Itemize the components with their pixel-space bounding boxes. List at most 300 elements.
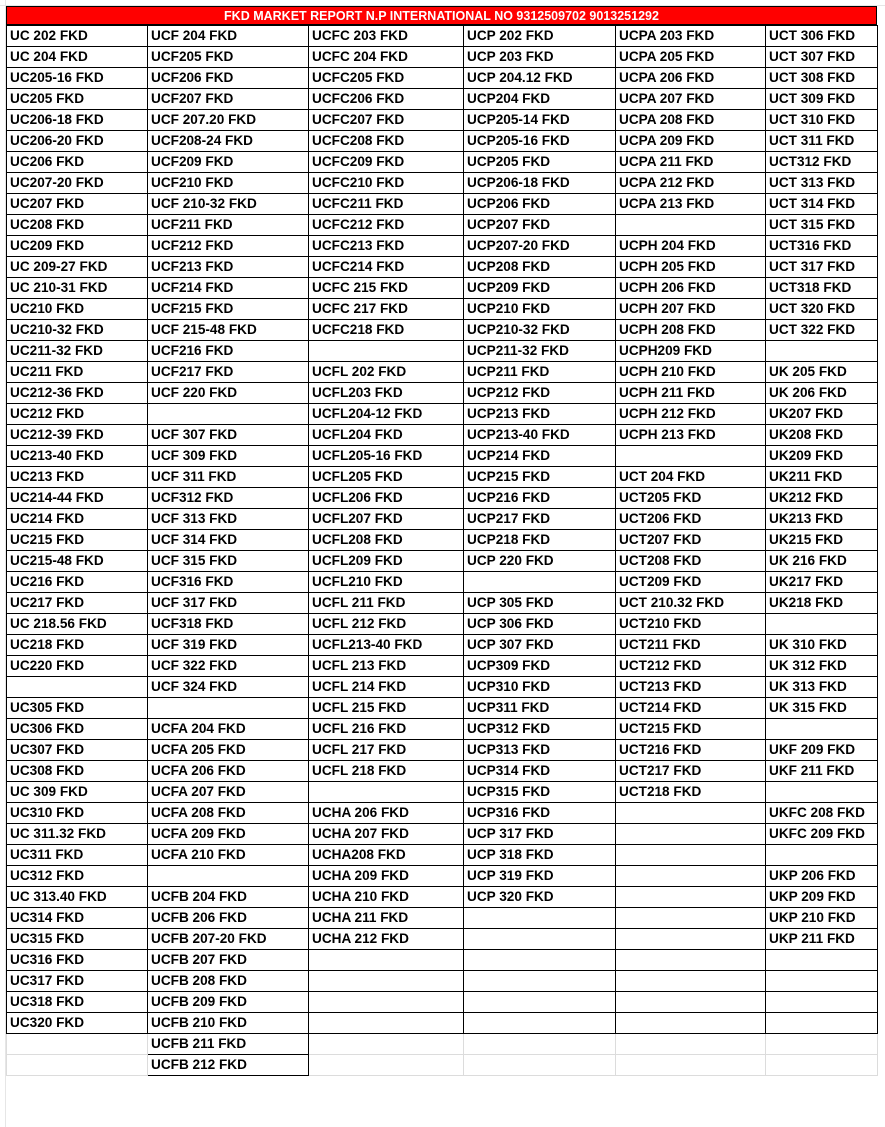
table-cell[interactable]: UCFA 207 FKD — [148, 782, 309, 803]
table-cell[interactable]: UK213 FKD — [766, 509, 878, 530]
table-cell[interactable]: UCFC 204 FKD — [309, 47, 464, 68]
table-cell[interactable]: UC212-36 FKD — [7, 383, 148, 404]
table-cell[interactable]: UCFL 216 FKD — [309, 719, 464, 740]
table-cell[interactable]: UCFL209 FKD — [309, 551, 464, 572]
table-cell[interactable]: UCP214 FKD — [464, 446, 616, 467]
table-cell[interactable] — [766, 992, 878, 1013]
table-cell[interactable]: UCP210-32 FKD — [464, 320, 616, 341]
table-cell[interactable]: UCPA 206 FKD — [616, 68, 766, 89]
table-cell[interactable]: UCP314 FKD — [464, 761, 616, 782]
table-cell[interactable]: UCPH 208 FKD — [616, 320, 766, 341]
table-cell[interactable]: UC317 FKD — [7, 971, 148, 992]
table-cell[interactable]: UCFL208 FKD — [309, 530, 464, 551]
table-cell[interactable]: UCP213-40 FKD — [464, 425, 616, 446]
table-cell[interactable]: UCF209 FKD — [148, 152, 309, 173]
table-cell[interactable]: UCF207 FKD — [148, 89, 309, 110]
table-cell[interactable]: UK 205 FKD — [766, 362, 878, 383]
table-cell[interactable] — [616, 950, 766, 971]
table-cell[interactable]: UCPH 212 FKD — [616, 404, 766, 425]
table-cell[interactable] — [309, 1055, 464, 1076]
table-cell[interactable]: UCP 204.12 FKD — [464, 68, 616, 89]
table-cell[interactable]: UCFC206 FKD — [309, 89, 464, 110]
table-cell[interactable]: UCF 204 FKD — [148, 26, 309, 47]
table-cell[interactable] — [616, 824, 766, 845]
table-cell[interactable]: UC215-48 FKD — [7, 551, 148, 572]
table-cell[interactable]: UK217 FKD — [766, 572, 878, 593]
table-cell[interactable]: UC320 FKD — [7, 1013, 148, 1034]
table-cell[interactable]: UCT211 FKD — [616, 635, 766, 656]
table-cell[interactable]: UCP205-14 FKD — [464, 110, 616, 131]
table-cell[interactable]: UCP208 FKD — [464, 257, 616, 278]
table-cell[interactable]: UCFA 205 FKD — [148, 740, 309, 761]
table-cell[interactable]: UK 313 FKD — [766, 677, 878, 698]
table-cell[interactable]: UCT 306 FKD — [766, 26, 878, 47]
table-cell[interactable]: UCFL 217 FKD — [309, 740, 464, 761]
table-cell[interactable]: UCFB 210 FKD — [148, 1013, 309, 1034]
table-cell[interactable]: UCFA 210 FKD — [148, 845, 309, 866]
table-cell[interactable]: UCT 309 FKD — [766, 89, 878, 110]
table-cell[interactable]: UCFB 206 FKD — [148, 908, 309, 929]
table-cell[interactable]: UKP 209 FKD — [766, 887, 878, 908]
table-cell[interactable]: UCP207 FKD — [464, 215, 616, 236]
table-cell[interactable]: UCP211-32 FKD — [464, 341, 616, 362]
table-cell[interactable]: UK211 FKD — [766, 467, 878, 488]
table-cell[interactable]: UCFB 204 FKD — [148, 887, 309, 908]
table-cell[interactable]: UCPH 211 FKD — [616, 383, 766, 404]
table-cell[interactable] — [616, 446, 766, 467]
table-cell[interactable] — [464, 1055, 616, 1076]
table-cell[interactable]: UCF 313 FKD — [148, 509, 309, 530]
table-cell[interactable]: UCP 320 FKD — [464, 887, 616, 908]
table-cell[interactable]: UCFL204 FKD — [309, 425, 464, 446]
table-cell[interactable]: UCT318 FKD — [766, 278, 878, 299]
table-cell[interactable] — [766, 1055, 878, 1076]
table-cell[interactable]: UCPA 208 FKD — [616, 110, 766, 131]
table-cell[interactable]: UCPA 203 FKD — [616, 26, 766, 47]
table-cell[interactable]: UCF 207.20 FKD — [148, 110, 309, 131]
table-cell[interactable]: UC220 FKD — [7, 656, 148, 677]
table-cell[interactable]: UCFL205 FKD — [309, 467, 464, 488]
table-cell[interactable]: UK 310 FKD — [766, 635, 878, 656]
table-cell[interactable]: UC314 FKD — [7, 908, 148, 929]
table-cell[interactable]: UCPH 213 FKD — [616, 425, 766, 446]
table-cell[interactable]: UCFC208 FKD — [309, 131, 464, 152]
table-cell[interactable]: UCT 210.32 FKD — [616, 593, 766, 614]
table-cell[interactable]: UCT 311 FKD — [766, 131, 878, 152]
table-cell[interactable]: UK215 FKD — [766, 530, 878, 551]
table-cell[interactable]: UC209 FKD — [7, 236, 148, 257]
table-cell[interactable]: UCF 215-48 FKD — [148, 320, 309, 341]
table-cell[interactable] — [616, 1034, 766, 1055]
table-cell[interactable]: UCF 322 FKD — [148, 656, 309, 677]
table-cell[interactable]: UCFC 203 FKD — [309, 26, 464, 47]
table-cell[interactable] — [766, 782, 878, 803]
table-cell[interactable]: UK 216 FKD — [766, 551, 878, 572]
table-cell[interactable]: UCHA 211 FKD — [309, 908, 464, 929]
table-cell[interactable]: UC 313.40 FKD — [7, 887, 148, 908]
table-cell[interactable]: UCP 307 FKD — [464, 635, 616, 656]
table-cell[interactable]: UCP309 FKD — [464, 656, 616, 677]
table-cell[interactable]: UCT 204 FKD — [616, 467, 766, 488]
table-cell[interactable]: UCFL 214 FKD — [309, 677, 464, 698]
table-cell[interactable]: UCT213 FKD — [616, 677, 766, 698]
table-cell[interactable]: UCT 314 FKD — [766, 194, 878, 215]
table-cell[interactable]: UKFC 209 FKD — [766, 824, 878, 845]
table-cell[interactable]: UCFA 208 FKD — [148, 803, 309, 824]
table-cell[interactable]: UCT214 FKD — [616, 698, 766, 719]
table-cell[interactable]: UCF211 FKD — [148, 215, 309, 236]
table-cell[interactable]: UCP205-16 FKD — [464, 131, 616, 152]
table-cell[interactable]: UCP 203 FKD — [464, 47, 616, 68]
table-cell[interactable]: UCP 318 FKD — [464, 845, 616, 866]
table-cell[interactable]: UCF 315 FKD — [148, 551, 309, 572]
table-cell[interactable]: UCF 317 FKD — [148, 593, 309, 614]
table-cell[interactable] — [309, 971, 464, 992]
table-cell[interactable]: UCP206-18 FKD — [464, 173, 616, 194]
table-cell[interactable]: UC312 FKD — [7, 866, 148, 887]
table-cell[interactable]: UCPH 204 FKD — [616, 236, 766, 257]
table-cell[interactable]: UCPH209 FKD — [616, 341, 766, 362]
table-cell[interactable]: UC308 FKD — [7, 761, 148, 782]
table-cell[interactable] — [616, 992, 766, 1013]
table-cell[interactable]: UC311 FKD — [7, 845, 148, 866]
table-cell[interactable]: UC306 FKD — [7, 719, 148, 740]
table-cell[interactable]: UCP207-20 FKD — [464, 236, 616, 257]
table-cell[interactable] — [766, 950, 878, 971]
table-cell[interactable]: UCPH 207 FKD — [616, 299, 766, 320]
table-cell[interactable]: UCF210 FKD — [148, 173, 309, 194]
table-cell[interactable]: UCF318 FKD — [148, 614, 309, 635]
table-cell[interactable]: UCFL206 FKD — [309, 488, 464, 509]
table-cell[interactable]: UCFL204-12 FKD — [309, 404, 464, 425]
table-cell[interactable] — [309, 950, 464, 971]
table-cell[interactable]: UC218 FKD — [7, 635, 148, 656]
table-cell[interactable]: UCT210 FKD — [616, 614, 766, 635]
table-cell[interactable]: UCT215 FKD — [616, 719, 766, 740]
table-cell[interactable]: UCPH 206 FKD — [616, 278, 766, 299]
table-cell[interactable] — [616, 215, 766, 236]
table-cell[interactable]: UCFB 212 FKD — [148, 1055, 309, 1076]
table-cell[interactable]: UC206-20 FKD — [7, 131, 148, 152]
table-cell[interactable]: UCPH 205 FKD — [616, 257, 766, 278]
table-cell[interactable]: UCP 220 FKD — [464, 551, 616, 572]
table-cell[interactable]: UCFA 206 FKD — [148, 761, 309, 782]
table-cell[interactable]: UCP316 FKD — [464, 803, 616, 824]
table-cell[interactable]: UCFC213 FKD — [309, 236, 464, 257]
table-cell[interactable]: UCP210 FKD — [464, 299, 616, 320]
table-cell[interactable]: UCFL 211 FKD — [309, 593, 464, 614]
table-cell[interactable]: UKF 211 FKD — [766, 761, 878, 782]
table-cell[interactable] — [766, 719, 878, 740]
table-cell[interactable]: UCP 202 FKD — [464, 26, 616, 47]
table-cell[interactable]: UC 309 FKD — [7, 782, 148, 803]
table-cell[interactable]: UCFC 217 FKD — [309, 299, 464, 320]
table-cell[interactable]: UCFC211 FKD — [309, 194, 464, 215]
table-cell[interactable]: UC212 FKD — [7, 404, 148, 425]
table-cell[interactable]: UCP 319 FKD — [464, 866, 616, 887]
table-cell[interactable]: UC307 FKD — [7, 740, 148, 761]
table-cell[interactable]: UC212-39 FKD — [7, 425, 148, 446]
table-cell[interactable]: UCP212 FKD — [464, 383, 616, 404]
table-cell[interactable] — [616, 887, 766, 908]
table-cell[interactable]: UCF206 FKD — [148, 68, 309, 89]
table-cell[interactable]: UCFC 215 FKD — [309, 278, 464, 299]
report-title-banner[interactable]: FKD MARKET REPORT N.P INTERNATIONAL NO 9312509702 9013251292 — [6, 6, 877, 25]
table-cell[interactable]: UC210 FKD — [7, 299, 148, 320]
table-cell[interactable]: UC207 FKD — [7, 194, 148, 215]
table-cell[interactable]: UCFL 212 FKD — [309, 614, 464, 635]
table-cell[interactable]: UC 210-31 FKD — [7, 278, 148, 299]
table-cell[interactable]: UCT316 FKD — [766, 236, 878, 257]
table-cell[interactable]: UCFC209 FKD — [309, 152, 464, 173]
table-cell[interactable] — [464, 1013, 616, 1034]
table-cell[interactable]: UCT 308 FKD — [766, 68, 878, 89]
table-cell[interactable]: UCFC212 FKD — [309, 215, 464, 236]
table-cell[interactable]: UCT218 FKD — [616, 782, 766, 803]
table-cell[interactable] — [616, 866, 766, 887]
table-cell[interactable]: UC305 FKD — [7, 698, 148, 719]
table-cell[interactable]: UC315 FKD — [7, 929, 148, 950]
table-cell[interactable]: UC 204 FKD — [7, 47, 148, 68]
table-cell[interactable]: UC217 FKD — [7, 593, 148, 614]
table-cell[interactable]: UC205-16 FKD — [7, 68, 148, 89]
table-cell[interactable]: UC214-44 FKD — [7, 488, 148, 509]
table-cell[interactable]: UCT208 FKD — [616, 551, 766, 572]
table-cell[interactable]: UCFC210 FKD — [309, 173, 464, 194]
table-cell[interactable] — [616, 1055, 766, 1076]
table-cell[interactable]: UCFB 209 FKD — [148, 992, 309, 1013]
table-cell[interactable]: UCPA 212 FKD — [616, 173, 766, 194]
table-cell[interactable]: UCP206 FKD — [464, 194, 616, 215]
table-cell[interactable]: UK 315 FKD — [766, 698, 878, 719]
table-cell[interactable] — [616, 929, 766, 950]
table-cell[interactable]: UCPA 209 FKD — [616, 131, 766, 152]
table-cell[interactable]: UCF312 FKD — [148, 488, 309, 509]
table-cell[interactable] — [148, 698, 309, 719]
table-cell[interactable] — [309, 992, 464, 1013]
table-cell[interactable]: UCF 220 FKD — [148, 383, 309, 404]
table-cell[interactable]: UCF205 FKD — [148, 47, 309, 68]
table-cell[interactable] — [7, 1034, 148, 1055]
table-cell[interactable]: UCF214 FKD — [148, 278, 309, 299]
table-cell[interactable]: UCP311 FKD — [464, 698, 616, 719]
table-cell[interactable]: UCP 317 FKD — [464, 824, 616, 845]
table-cell[interactable] — [464, 929, 616, 950]
table-cell[interactable]: UCF 210-32 FKD — [148, 194, 309, 215]
table-cell[interactable]: UCFL 218 FKD — [309, 761, 464, 782]
table-cell[interactable]: UCP315 FKD — [464, 782, 616, 803]
table-cell[interactable]: UCFB 207-20 FKD — [148, 929, 309, 950]
table-cell[interactable]: UCP 306 FKD — [464, 614, 616, 635]
table-cell[interactable] — [616, 803, 766, 824]
table-cell[interactable]: UC211-32 FKD — [7, 341, 148, 362]
table-cell[interactable]: UCHA 206 FKD — [309, 803, 464, 824]
table-cell[interactable]: UCFL 215 FKD — [309, 698, 464, 719]
table-cell[interactable]: UCP205 FKD — [464, 152, 616, 173]
table-cell[interactable] — [766, 341, 878, 362]
table-cell[interactable]: UCT205 FKD — [616, 488, 766, 509]
table-cell[interactable]: UCP217 FKD — [464, 509, 616, 530]
table-cell[interactable]: UC215 FKD — [7, 530, 148, 551]
table-cell[interactable]: UC316 FKD — [7, 950, 148, 971]
table-cell[interactable] — [766, 614, 878, 635]
table-cell[interactable]: UCP209 FKD — [464, 278, 616, 299]
table-cell[interactable]: UC206-18 FKD — [7, 110, 148, 131]
table-cell[interactable]: UCFB 208 FKD — [148, 971, 309, 992]
table-cell[interactable]: UCT216 FKD — [616, 740, 766, 761]
table-cell[interactable]: UK 312 FKD — [766, 656, 878, 677]
table-cell[interactable]: UCF 311 FKD — [148, 467, 309, 488]
table-cell[interactable] — [464, 572, 616, 593]
table-cell[interactable]: UC 311.32 FKD — [7, 824, 148, 845]
table-cell[interactable]: UKP 211 FKD — [766, 929, 878, 950]
table-cell[interactable]: UCFC207 FKD — [309, 110, 464, 131]
table-cell[interactable]: UCPA 207 FKD — [616, 89, 766, 110]
table-cell[interactable]: UK212 FKD — [766, 488, 878, 509]
table-cell[interactable]: UCT209 FKD — [616, 572, 766, 593]
table-cell[interactable]: UCFL 213 FKD — [309, 656, 464, 677]
table-cell[interactable]: UK207 FKD — [766, 404, 878, 425]
table-cell[interactable]: UCHA208 FKD — [309, 845, 464, 866]
table-cell[interactable]: UK 206 FKD — [766, 383, 878, 404]
table-cell[interactable]: UCP204 FKD — [464, 89, 616, 110]
table-cell[interactable]: UCF212 FKD — [148, 236, 309, 257]
table-cell[interactable]: UCT212 FKD — [616, 656, 766, 677]
table-cell[interactable]: UCP215 FKD — [464, 467, 616, 488]
table-cell[interactable] — [309, 341, 464, 362]
table-cell[interactable]: UCT 320 FKD — [766, 299, 878, 320]
table-cell[interactable]: UCPA 213 FKD — [616, 194, 766, 215]
table-cell[interactable]: UCP 305 FKD — [464, 593, 616, 614]
table-cell[interactable]: UCF 324 FKD — [148, 677, 309, 698]
table-cell[interactable]: UCF215 FKD — [148, 299, 309, 320]
table-cell[interactable]: UK208 FKD — [766, 425, 878, 446]
table-cell[interactable]: UCF 307 FKD — [148, 425, 309, 446]
table-cell[interactable]: UC213 FKD — [7, 467, 148, 488]
table-cell[interactable]: UCT 310 FKD — [766, 110, 878, 131]
table-cell[interactable]: UCP211 FKD — [464, 362, 616, 383]
table-cell[interactable]: UCHA 209 FKD — [309, 866, 464, 887]
table-cell[interactable]: UCF 309 FKD — [148, 446, 309, 467]
table-cell[interactable]: UKF 209 FKD — [766, 740, 878, 761]
table-cell[interactable]: UCFB 207 FKD — [148, 950, 309, 971]
table-cell[interactable] — [616, 971, 766, 992]
table-cell[interactable]: UCT 313 FKD — [766, 173, 878, 194]
table-cell[interactable]: UCF213 FKD — [148, 257, 309, 278]
table-cell[interactable]: UCFC214 FKD — [309, 257, 464, 278]
table-cell[interactable]: UCT312 FKD — [766, 152, 878, 173]
table-cell[interactable] — [464, 992, 616, 1013]
table-cell[interactable]: UCT207 FKD — [616, 530, 766, 551]
table-cell[interactable]: UC210-32 FKD — [7, 320, 148, 341]
table-cell[interactable] — [309, 1013, 464, 1034]
table-cell[interactable]: UC207-20 FKD — [7, 173, 148, 194]
table-cell[interactable] — [309, 782, 464, 803]
table-cell[interactable]: UCPA 211 FKD — [616, 152, 766, 173]
table-cell[interactable]: UCFA 209 FKD — [148, 824, 309, 845]
table-cell[interactable]: UKP 210 FKD — [766, 908, 878, 929]
table-cell[interactable]: UCFL213-40 FKD — [309, 635, 464, 656]
table-cell[interactable]: UCFL 202 FKD — [309, 362, 464, 383]
table-cell[interactable]: UCT 315 FKD — [766, 215, 878, 236]
table-cell[interactable]: UCHA 207 FKD — [309, 824, 464, 845]
table-cell[interactable] — [464, 908, 616, 929]
table-cell[interactable] — [766, 971, 878, 992]
table-cell[interactable]: UCT217 FKD — [616, 761, 766, 782]
table-cell[interactable] — [464, 1034, 616, 1055]
table-cell[interactable] — [464, 950, 616, 971]
table-cell[interactable] — [616, 845, 766, 866]
table-cell[interactable]: UCF 319 FKD — [148, 635, 309, 656]
table-cell[interactable]: UCT206 FKD — [616, 509, 766, 530]
table-cell[interactable]: UCPA 205 FKD — [616, 47, 766, 68]
table-cell[interactable]: UCP313 FKD — [464, 740, 616, 761]
table-cell[interactable] — [616, 908, 766, 929]
table-cell[interactable] — [7, 677, 148, 698]
table-cell[interactable]: UCT 317 FKD — [766, 257, 878, 278]
table-cell[interactable]: UCFC218 FKD — [309, 320, 464, 341]
table-cell[interactable]: UCPH 210 FKD — [616, 362, 766, 383]
table-cell[interactable]: UCP216 FKD — [464, 488, 616, 509]
table-cell[interactable]: UCHA 212 FKD — [309, 929, 464, 950]
table-cell[interactable]: UCF217 FKD — [148, 362, 309, 383]
table-cell[interactable] — [766, 845, 878, 866]
table-cell[interactable]: UC310 FKD — [7, 803, 148, 824]
table-cell[interactable] — [464, 971, 616, 992]
table-cell[interactable]: UCF216 FKD — [148, 341, 309, 362]
table-cell[interactable]: UCF208-24 FKD — [148, 131, 309, 152]
table-cell[interactable]: UCHA 210 FKD — [309, 887, 464, 908]
table-cell[interactable]: UCF 314 FKD — [148, 530, 309, 551]
table-cell[interactable]: UCFB 211 FKD — [148, 1034, 309, 1055]
table-cell[interactable]: UCT 322 FKD — [766, 320, 878, 341]
table-cell[interactable]: UCP312 FKD — [464, 719, 616, 740]
table-cell[interactable] — [7, 1055, 148, 1076]
table-cell[interactable]: UCP218 FKD — [464, 530, 616, 551]
table-cell[interactable]: UCP213 FKD — [464, 404, 616, 425]
table-cell[interactable] — [148, 866, 309, 887]
table-cell[interactable]: UCFC205 FKD — [309, 68, 464, 89]
table-cell[interactable] — [766, 1034, 878, 1055]
table-cell[interactable] — [148, 404, 309, 425]
table-cell[interactable]: UC213-40 FKD — [7, 446, 148, 467]
table-cell[interactable]: UCFL207 FKD — [309, 509, 464, 530]
table-cell[interactable]: UC206 FKD — [7, 152, 148, 173]
table-cell[interactable]: UKP 206 FKD — [766, 866, 878, 887]
table-cell[interactable]: UCFL210 FKD — [309, 572, 464, 593]
table-cell[interactable]: UCT 307 FKD — [766, 47, 878, 68]
table-cell[interactable]: UC211 FKD — [7, 362, 148, 383]
table-cell[interactable] — [309, 1034, 464, 1055]
table-cell[interactable]: UC318 FKD — [7, 992, 148, 1013]
table-cell[interactable]: UC 209-27 FKD — [7, 257, 148, 278]
table-cell[interactable] — [616, 1013, 766, 1034]
table-cell[interactable]: UC214 FKD — [7, 509, 148, 530]
table-cell[interactable]: UCFA 204 FKD — [148, 719, 309, 740]
table-cell[interactable] — [766, 1013, 878, 1034]
table-cell[interactable]: UCP310 FKD — [464, 677, 616, 698]
table-cell[interactable]: UC205 FKD — [7, 89, 148, 110]
table-cell[interactable]: UC208 FKD — [7, 215, 148, 236]
table-cell[interactable]: UC216 FKD — [7, 572, 148, 593]
table-cell[interactable]: UK218 FKD — [766, 593, 878, 614]
table-cell[interactable]: UCFL205-16 FKD — [309, 446, 464, 467]
table-cell[interactable]: UC 218.56 FKD — [7, 614, 148, 635]
table-cell[interactable]: UCFL203 FKD — [309, 383, 464, 404]
table-cell[interactable]: UCF316 FKD — [148, 572, 309, 593]
table-cell[interactable]: UKFC 208 FKD — [766, 803, 878, 824]
table-cell[interactable]: UC 202 FKD — [7, 26, 148, 47]
